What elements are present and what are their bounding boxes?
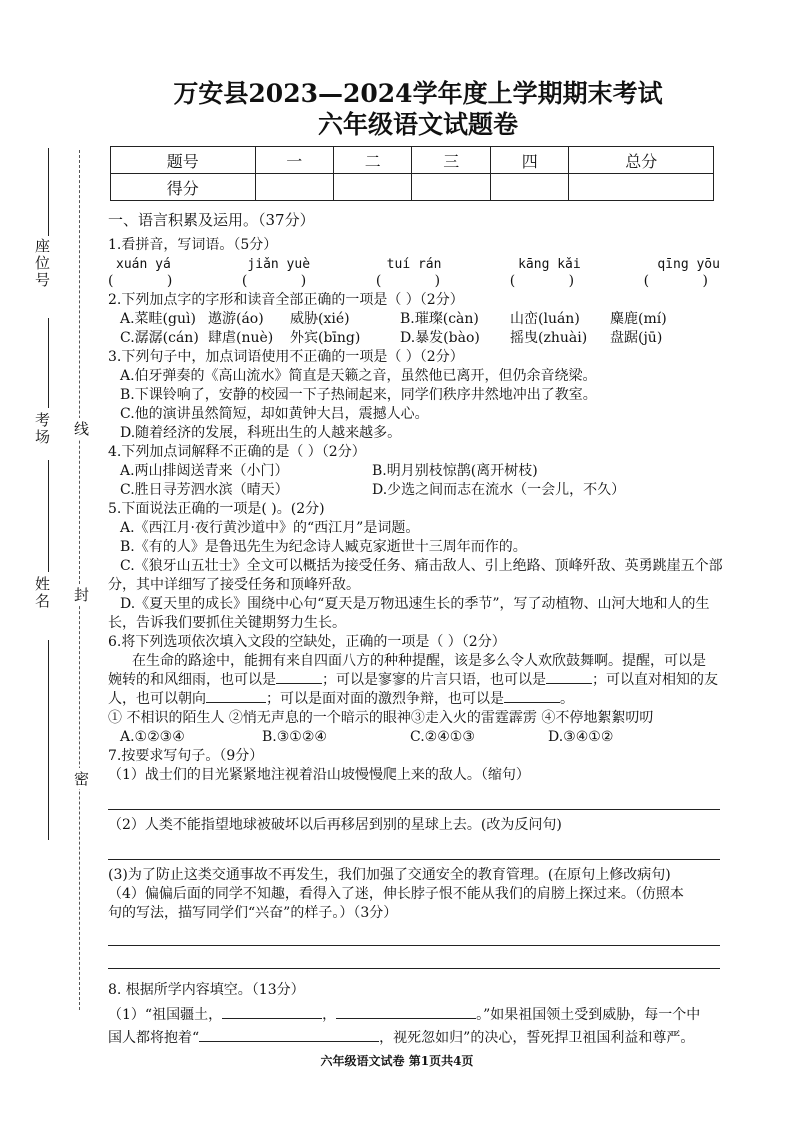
q8-line-2: 国人都将抱着“ ，视死忽如归”的决心，誓死捍卫祖国利益和尊严。 [108,1030,695,1046]
seal-char-mi: 密 [74,770,90,788]
q1-stem: 1.看拼音，写词语。（5分） [108,237,278,253]
q7-sentence-3: (3)为了防止这类交通事故不再发生，我们加强了交通安全的教育管理。(在原句上修改病句) [108,867,671,883]
section-heading: 一、语言积累及运用。（37分） [108,211,315,229]
exam-page [108,78,728,1048]
exam-title: 万安县2023—2024学年度上学期期末考试 [173,79,663,108]
exam-room-line [48,318,49,408]
seat-line [48,148,49,236]
q5-option-a: A.《西江月·夜行黄沙道中》的“西江月”是词题。 [120,520,420,536]
seal-char-xian: 线 [74,420,90,438]
q8-blank[interactable] [336,1018,476,1019]
q4-options-cd: C.胜日寻芳泗水滨（晴天） D.少选之间而志在流水（一会儿，不久） [120,482,626,498]
q6-blank[interactable] [504,702,560,703]
answer-line[interactable] [108,839,720,860]
score-header-cell: 题号 [111,147,256,174]
score-header-cell: 三 [412,147,490,174]
seal-char-feng: 封 [74,586,90,604]
q3-stem: 3.下列句子中，加点词语使用不正确的一项是（ ）（2分） [108,349,464,365]
score-row-label: 得分 [111,174,256,201]
q7-sentence-4: （4）偏偏后面的同学不知趣，看得入了迷，伸长脖子恨不能从我们的肩膀上探过来。（仿照本 [108,886,684,902]
score-cell[interactable] [255,174,333,201]
q5-option-c: C.《狼牙山五壮士》全文可以概括为接受任务、痛击敌人、引上绝路、顶峰歼敌、英勇跳崖五个部 [120,558,723,574]
score-cell[interactable] [334,174,412,201]
q6-blank[interactable] [276,683,322,684]
q8-line-1: （1）“祖国疆土， ， 。”如果祖国领土受到威胁，每一个中 [108,1007,701,1023]
q7-sentence-1: （1）战士们的目光紧紧地注视着沿山坡慢慢爬上来的敌人。（缩句） [108,767,530,783]
q8-stem: 8. 根据所学内容填空。（13分） [108,982,305,998]
q6-items: ① 不相识的陌生人 ②悄无声息的一个暗示的眼神③走入火的雷霆霹雳 ④不停地絮絮叨叨 [108,710,654,726]
q5-option-d-cont: 长，告诉我们要抓住关键期努力生长。 [108,615,346,631]
name-line [48,460,49,572]
name-label: 姓名 [33,576,51,610]
q5-option-d: D.《夏天里的成长》围绕中心句“夏天是万物迅速生长的季节”，写了动植物、山河大地和人的生 [120,596,710,612]
q6-passage-2: 婉转的和风细雨，也可以是 ；可以是寥寥的片言只语，也可以是 ；可以直对相知的友 [108,672,718,688]
exam-subtitle: 六年级语文试题卷 [317,110,518,139]
binding-margin [0,0,100,1123]
q7-sentence-2: （2）人类不能指望地球被破坏以后再移居到别的星球上去。(改为反问句) [108,817,562,833]
q2-stem: 2.下列加点字的字形和读音全部正确的一项是（ ）（2分） [108,292,464,308]
q8-blank[interactable] [222,1018,322,1019]
score-cell[interactable] [412,174,490,201]
q3-option-b: B.下课铃响了，安静的校园一下子热闹起来，同学们秩序井然地冲出了教室。 [120,387,597,403]
pinyin: jiǎn yuè [247,257,311,272]
score-cell[interactable] [490,174,568,201]
score-table [110,146,714,201]
q2-options-cd: C.潺潺(cán) 肆虐(nuè) 外宾(bīng) D.暴发(bào) 摇曳(zhuài) 盘踞(jū) [120,330,663,346]
q5-stem: 5.下面说法正确的一项是( )。(2分) [108,501,325,517]
q7-stem: 7.按要求写句子。（9分） [108,748,264,764]
exam-room-label: 考场 [33,412,51,446]
q6-blank[interactable] [546,683,592,684]
q1-answer-brackets[interactable]: ( ) ( ) ( ) ( ) ( ) [108,273,708,289]
q6-blank[interactable] [206,702,266,703]
answer-line[interactable] [108,925,720,946]
score-header-cell: 四 [490,147,568,174]
q3-option-a: A.伯牙弹奏的《高山流水》简直是天籁之音，虽然他已离开，但仍余音绕梁。 [120,368,597,384]
q3-option-d: D.随着经济的发展，科班出生的人越来越多。 [120,425,402,441]
answer-line[interactable] [108,948,720,969]
score-header-cell: 二 [334,147,412,174]
q5-option-b: B.《有的人》是鲁迅先生为纪念诗人臧克家逝世十三周年而作的。 [120,539,527,555]
q1-pinyin-row [108,255,728,272]
pinyin: tuí rán [386,257,442,272]
seal-cut-line [79,150,80,1010]
page-footer: 六年级语文试卷 第1页共4页 [320,1054,474,1068]
q3-option-c: C.他的演讲虽然简短，却如黄钟大吕，震撼人心。 [120,406,429,422]
seat-label: 座位号 [33,238,51,289]
q6-stem: 6.将下列选项依次填入文段的空缺处，正确的一项是（ ）（2分） [108,634,506,650]
score-header-cell: 总分 [569,147,714,174]
q6-passage-3: 人，也可以朝向 ；可以是面对面的激烈争辩，也可以是 。 [108,691,574,707]
q5-option-c-cont: 分，其中详细写了接受任务和顶峰歼敌。 [108,577,360,593]
q2-options-ab: A.菜畦(guì) 遨游(áo) 威胁(xié) B.璀璨(càn) 山峦(luán) 麋鹿(mí) [120,311,667,327]
pinyin: xuán yá [116,257,171,272]
class-line [48,640,49,840]
q7-sentence-4-cont: 句的写法，描写同学们“兴奋”的样子。）（3分） [108,905,398,921]
q6-choices: A.①②③④ B.③①②④ C.②④①③ D.③④①② [120,729,614,745]
pinyin: qīng yōu [657,257,720,272]
q4-stem: 4.下列加点词解释不正确的是（ ）（2分） [108,444,366,460]
score-cell[interactable] [569,174,714,201]
score-header-cell: 一 [255,147,333,174]
pinyin: kāng kǎi [518,257,581,272]
q6-passage-1: 在生命的路途中，能拥有来自四面八方的种种提醒，该是多么令人欢欣鼓舞啊。提醒，可以是 [132,653,706,669]
answer-line[interactable] [108,789,720,810]
q4-options-ab: A.两山排闼送青来（小门） B.明月别枝惊鹊(离开树枝) [120,463,538,479]
q8-blank[interactable] [199,1041,379,1042]
